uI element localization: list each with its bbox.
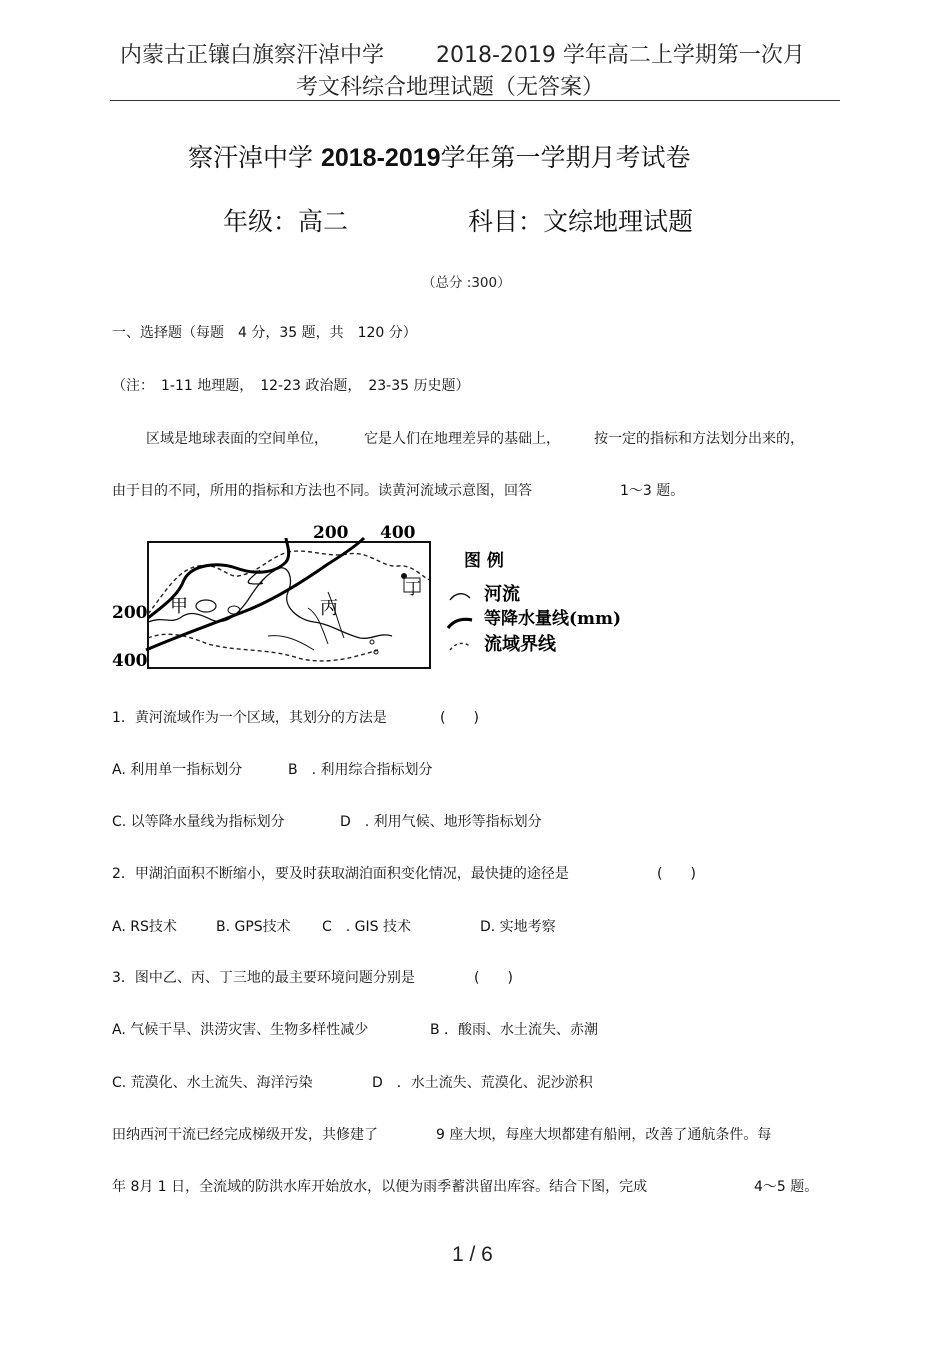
question-3-paren: ( ) bbox=[474, 970, 513, 986]
map-frame bbox=[148, 542, 430, 668]
map-label-ding: 丁 bbox=[405, 579, 422, 598]
exam-title bbox=[188, 138, 691, 174]
question-3-option-a: A. 气候干旱、洪涝灾害、生物多样性减少 bbox=[112, 1022, 369, 1038]
page-number: 1 / 6 bbox=[452, 1243, 493, 1266]
passage1-line1b: 它是人们在地理差异的基础上， bbox=[364, 431, 560, 447]
header-line1-left: 内蒙古正镶白旗察汗淖中学 bbox=[120, 43, 385, 68]
map-label-yi: 乙 bbox=[246, 568, 264, 589]
passage1-line2a: 由于目的不同，所用的指标和方法也不同。读黄河流域示意图，回答 bbox=[112, 483, 532, 499]
legend-title: 图 例 bbox=[464, 551, 504, 571]
section-note: （注： 1-11 地理题， 12-23 政治题， 23-35 历史题） bbox=[112, 378, 470, 394]
section-heading: 一、选择题（每题 4 分，35 题，共 120 分） bbox=[112, 325, 417, 341]
header-line1-right: 2018-2019 学年高二上学期第一次月 bbox=[436, 43, 805, 68]
passage2-line1a: 田纳西河干流已经完成梯级开发，共修建了 bbox=[112, 1127, 378, 1143]
map-label-top-400: 400 bbox=[380, 523, 416, 543]
legend-river: 河流 bbox=[484, 584, 520, 605]
map-label-left-200: 200 bbox=[112, 603, 148, 623]
question-1-option-d: D . 利用气候、地形等指标划分 bbox=[340, 814, 542, 830]
question-2-stem: 2．甲湖泊面积不断缩小，要及时获取湖泊面积变化情况，最快捷的途径是 bbox=[112, 866, 569, 882]
map-label-left-400: 400 bbox=[112, 651, 148, 671]
passage2-line2b: 4～5 题。 bbox=[754, 1179, 819, 1195]
header-divider bbox=[110, 100, 840, 101]
question-1-option-b: B . 利用综合指标划分 bbox=[288, 762, 433, 778]
subject-label: 科目：文综地理试题 bbox=[468, 207, 694, 236]
legend-river-symbol bbox=[450, 594, 470, 600]
question-3-stem: 3．图中乙、丙、丁三地的最主要环境问题分别是 bbox=[112, 970, 415, 986]
legend-isohyet-symbol bbox=[448, 619, 472, 628]
question-2-option-a: A. RS技术 bbox=[112, 919, 177, 935]
basin-boundary-north bbox=[148, 551, 430, 614]
question-3-option-c: C. 荒漠化、水土流失、海洋污染 bbox=[112, 1075, 313, 1091]
passage1-line1a: 区域是地球表面的空间单位， bbox=[146, 431, 328, 447]
question-3-option-d: D ．水土流失、荒漠化、泥沙淤积 bbox=[372, 1075, 593, 1091]
passage2-line2a: 年 8月 1 日，全流域的防洪水库开始放水，以便为雨季蓄洪留出库容。结合下图，完成 bbox=[112, 1179, 648, 1195]
map-label-top-200: 200 bbox=[313, 523, 349, 543]
passage1-line1c: 按一定的指标和方法划分出来的， bbox=[594, 431, 804, 447]
question-1-option-a: A. 利用单一指标划分 bbox=[112, 762, 243, 778]
map-label-jia: 甲 bbox=[170, 596, 188, 617]
passage2-line1b: 9 座大坝，每座大坝都建有船闸，改善了通航条件。每 bbox=[436, 1127, 772, 1143]
question-2-paren: ( ) bbox=[657, 866, 696, 882]
question-3-option-b: B ．酸雨、水土流失、赤潮 bbox=[430, 1022, 599, 1038]
question-1-option-c: C. 以等降水量线为指标划分 bbox=[112, 814, 285, 830]
question-1-paren: ( ) bbox=[440, 710, 479, 726]
header-line2: 考文科综合地理试题（无答案） bbox=[296, 75, 605, 100]
grade-label: 年级：高二 bbox=[223, 207, 349, 236]
title-school: 察汗淖中学 bbox=[188, 143, 314, 172]
question-1-stem: 1．黄河流域作为一个区域，其划分的方法是 bbox=[112, 710, 387, 726]
map-label-bing: 丙 bbox=[320, 598, 338, 619]
question-2-option-c: C . GIS 技术 bbox=[322, 919, 411, 935]
basin-boundary-south bbox=[148, 634, 378, 661]
passage1-line2b: 1～3 题。 bbox=[620, 483, 685, 499]
lake-jia bbox=[196, 600, 216, 612]
title-year: 2018-2019 bbox=[320, 144, 441, 172]
yellow-river-basin-map bbox=[108, 518, 648, 678]
title-rest: 学年第一学期月考试卷 bbox=[440, 143, 691, 172]
question-2-option-d: D. 实地考察 bbox=[480, 919, 556, 935]
legend-boundary: 流域界线 bbox=[484, 634, 556, 655]
question-2-option-b: B. GPS技术 bbox=[216, 919, 291, 935]
legend-boundary-symbol bbox=[450, 643, 470, 650]
legend-isohyet: 等降水量线(mm) bbox=[484, 609, 622, 629]
total-score: （总分 :300） bbox=[422, 275, 511, 291]
